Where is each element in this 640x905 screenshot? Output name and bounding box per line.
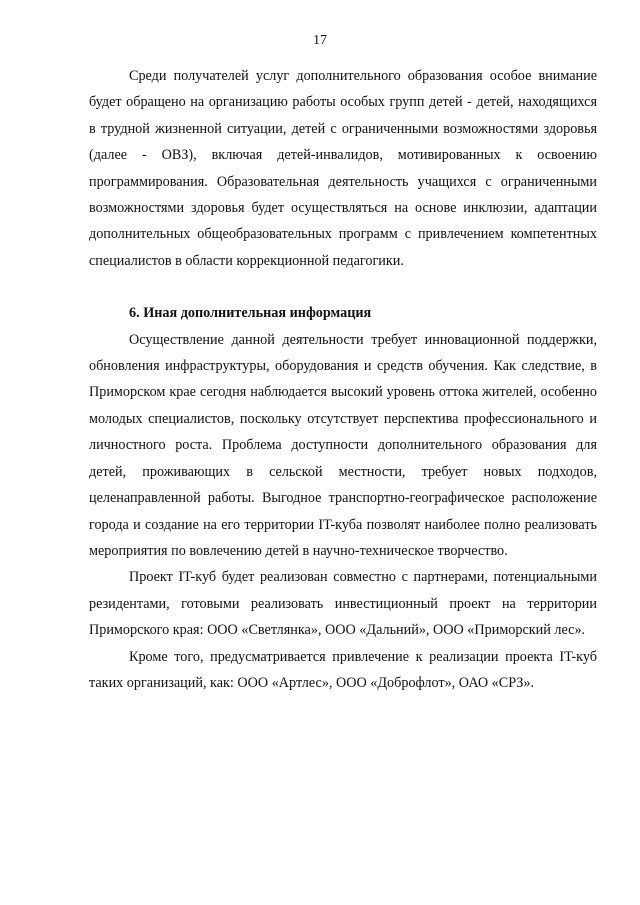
page-number: 17	[313, 33, 327, 48]
paragraph-innovation-support: Осуществление данной деятельности требует инновационной поддержки, обновления инфраструктуры, оборудования и средств обучения. Как следствие, в Приморском крае сегодня наблюдается высокий уровень оттока жителей, особенно молодых специалистов, поскольку отсутствует перспектива профессионального и личностного роста. Проблема доступности дополнительного образования для детей, проживающих в сельской местности, требует новых подходов, целенаправленной работы. Выгодное транспортно-географическое расположение города и создание на его территории IT-куба позволят наиболее полно реализовать мероприятия по вовлечению детей в научно-техническое творчество.	[89, 331, 597, 559]
paragraph-special-groups: Среди получателей услуг дополнительного образования особое внимание будет обращено на организацию работы особых групп детей - детей, находящихся в трудной жизненной ситуации, детей с ограниченными возможностями здоровья (далее - ОВЗ), включая детей-инвалидов, мотивированных к освоению программирования. Образовательная деятельность учащихся с ограниченными возможностями здоровья будет осуществляться на основе инклюзии, адаптации дополнительных общеобразовательных программ с привлечением компетентных специалистов в области коррекционной педагогики.	[89, 68, 597, 269]
paragraph-organizations: Кроме того, предусматривается привлечение к реализации проекта IT-куб таких организаций, как: ООО «Артлес», ООО «Доброфлот», ОАО «СРЗ».	[89, 648, 597, 691]
paragraph-partners: Проект IT-куб будет реализован совместно с партнерами, потенциальными резидентами, готовыми реализовать инвестиционный проект на территории Приморского края: ООО «Светлянка», ООО «Дальний», ООО «Приморский лес».	[89, 569, 597, 639]
document-body	[89, 63, 597, 696]
section-heading: 6. Иная дополнительная информация	[129, 305, 372, 322]
